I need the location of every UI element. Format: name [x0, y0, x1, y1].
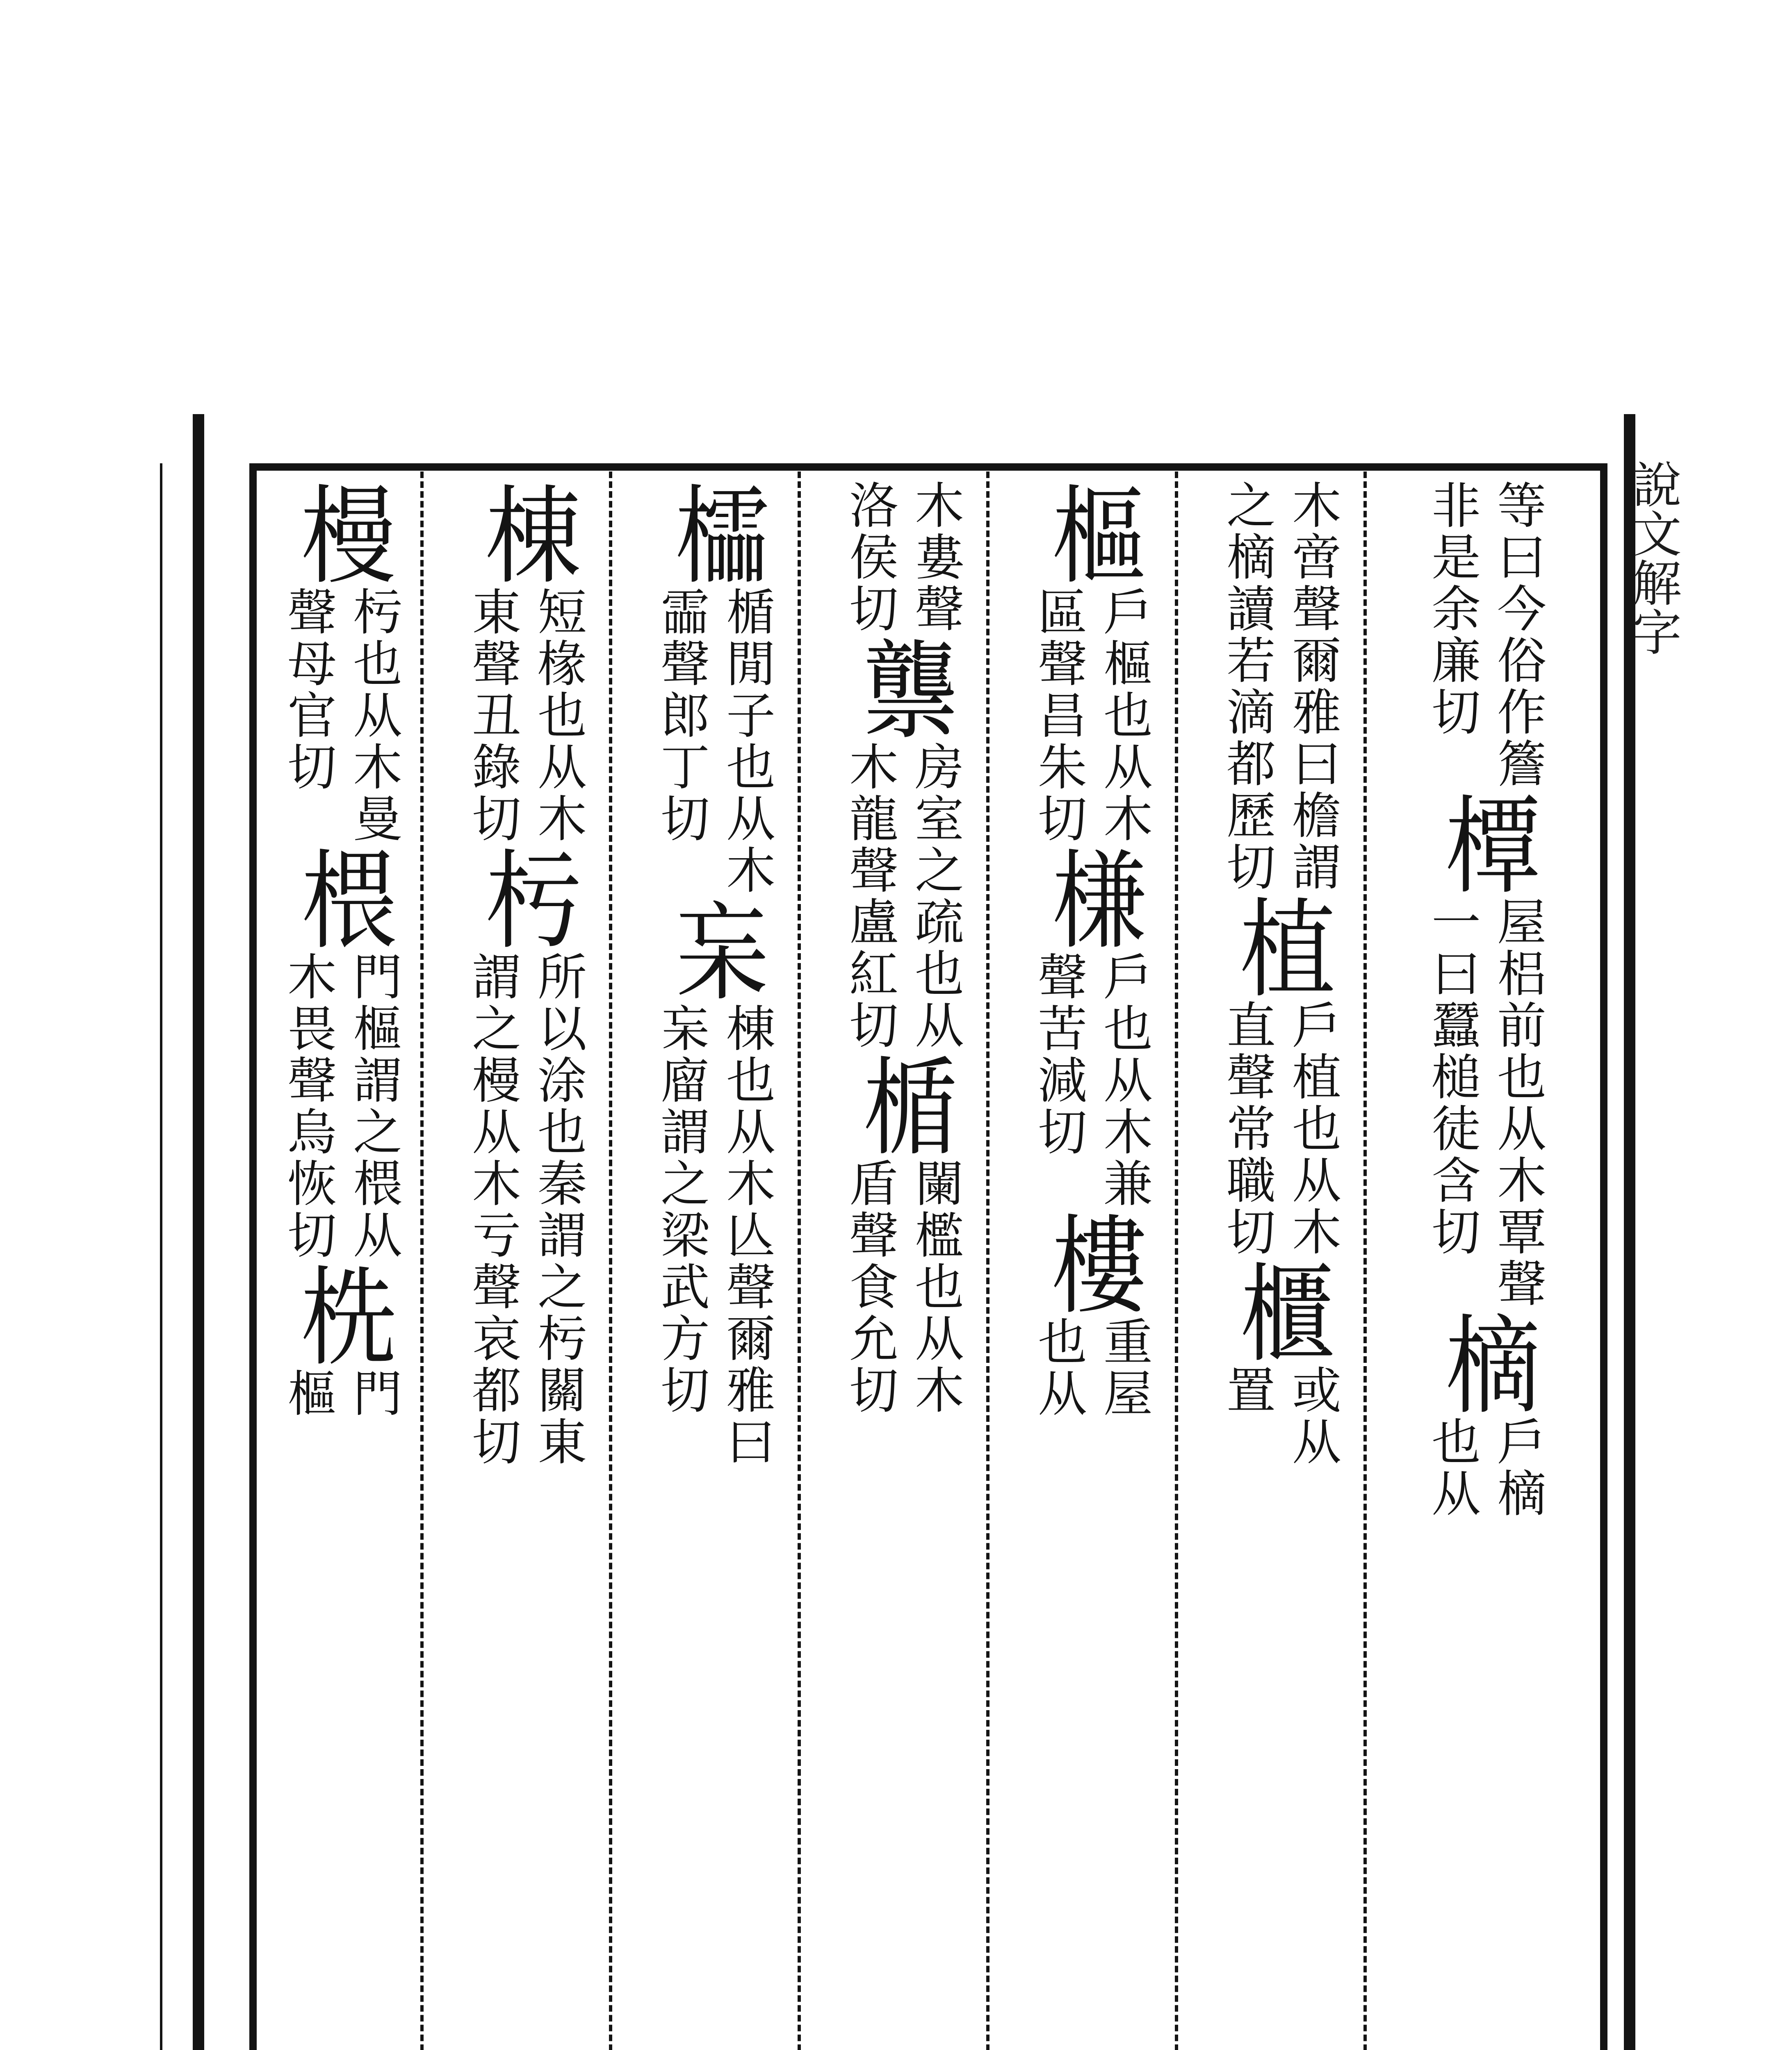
- gloss-block: [1421, 480, 1548, 790]
- gloss-line: 戶植也从木: [1284, 1000, 1341, 1258]
- gloss-line: 木啻聲爾雅曰檐謂: [1284, 480, 1341, 893]
- seal-character: 楯: [846, 1051, 958, 1158]
- gloss-line: 重屋: [1095, 1316, 1152, 1419]
- gloss-line: 戶樀: [1489, 1416, 1546, 1519]
- seal-character: 椳: [285, 845, 396, 951]
- gloss-line: 棟也从木亾聲爾雅曰: [718, 1003, 775, 1468]
- seal-character: 櫃: [1224, 1258, 1335, 1364]
- gloss-line: 霝聲郎丁切: [652, 586, 709, 845]
- gloss-line: 屋梠前也从木覃聲: [1489, 896, 1546, 1310]
- gloss-block: [839, 741, 966, 1051]
- gloss-line: 戶也从木兼: [1095, 951, 1152, 1210]
- gloss-line: 謂之槾从木亏聲哀都切: [464, 951, 521, 1468]
- left-margin-strip: [160, 463, 202, 2050]
- gloss-line: 東聲丑錄切: [464, 586, 521, 845]
- seal-character: 樀: [1429, 1310, 1540, 1416]
- seal-character: 㭠: [285, 1261, 396, 1368]
- seal-character: 樞: [1035, 480, 1147, 586]
- gloss-line: 區聲昌朱切: [1030, 586, 1087, 845]
- gloss-line: 盾聲食允切: [841, 1158, 898, 1416]
- seal-character: 樓: [1035, 1210, 1147, 1316]
- gloss-line: 杇也从木曼: [345, 586, 402, 845]
- seal-character: 杇: [469, 845, 581, 951]
- gloss-block: [277, 1368, 404, 1419]
- text-column-6: [435, 480, 615, 2050]
- text-column-7: [258, 480, 422, 2050]
- gloss-line: 短椽也从木: [529, 586, 586, 845]
- margin-label: 說文解字: [1624, 459, 1681, 656]
- gloss-line: 非是余廉切: [1423, 480, 1480, 738]
- gloss-line: 木婁聲: [907, 480, 964, 635]
- gloss-block: [1027, 1316, 1154, 1419]
- gloss-line: 或从: [1284, 1364, 1341, 1468]
- gloss-block: [277, 951, 404, 1261]
- gloss-block: [1027, 586, 1154, 845]
- gloss-line: 闌檻也从木: [907, 1158, 964, 1416]
- gloss-line: 置: [1218, 1364, 1275, 1416]
- gloss-line: 一曰蠶槌徒含切: [1423, 896, 1480, 1258]
- gloss-line: 楯閒子也从木: [718, 586, 775, 896]
- text-column-2: [1189, 480, 1370, 2050]
- gloss-line: 門: [345, 1368, 402, 1419]
- gloss-line: 等曰今俗作簷: [1489, 480, 1546, 790]
- gloss-block: [1421, 1416, 1548, 1519]
- gloss-line: 也从: [1030, 1316, 1087, 1419]
- gloss-block: [839, 480, 966, 635]
- gloss-block: [839, 1158, 966, 1416]
- gloss-line: 之樀讀若滴都歷切: [1218, 480, 1275, 893]
- seal-character: 橝: [1429, 790, 1540, 896]
- seal-character: 槏: [1035, 845, 1147, 951]
- gloss-block: [650, 1003, 777, 1468]
- gloss-block: [461, 586, 588, 845]
- gloss-line: 樞: [279, 1368, 336, 1419]
- gloss-line: 所以涂也秦謂之杇關東: [529, 951, 586, 1468]
- gloss-line: 也从: [1423, 1416, 1480, 1519]
- seal-character: 棟: [469, 480, 581, 586]
- gloss-block: [1216, 480, 1343, 893]
- gloss-line: 房室之疏也从: [907, 741, 964, 1051]
- gloss-block: [277, 586, 404, 845]
- gloss-line: 木龍聲盧紅切: [841, 741, 898, 1051]
- gloss-line: 門樞謂之椳从: [345, 951, 402, 1261]
- gloss-line: 聲苦減切: [1030, 951, 1087, 1158]
- gloss-block: [1027, 951, 1154, 1210]
- seal-character: 龒: [846, 635, 958, 741]
- gloss-block: [1216, 1364, 1343, 1468]
- text-column-4: [812, 480, 992, 2050]
- text-column-1: [1386, 480, 1583, 2050]
- gloss-block: [461, 951, 588, 1468]
- gloss-block: [1421, 896, 1548, 1310]
- text-column-3: [1001, 480, 1181, 2050]
- seal-character: 杗: [658, 896, 769, 1003]
- gloss-block: [1216, 1000, 1343, 1258]
- seal-character: 櫺: [658, 480, 769, 586]
- gloss-line: 木畏聲烏恢切: [279, 951, 336, 1261]
- text-column-5: [623, 480, 804, 2050]
- gloss-line: 直聲常職切: [1218, 1000, 1275, 1258]
- seal-character: 槾: [285, 480, 396, 586]
- gloss-line: 杗廇謂之梁武方切: [652, 1003, 709, 1416]
- gloss-line: 洛侯切: [841, 480, 898, 635]
- gloss-line: 戶樞也从木: [1095, 586, 1152, 845]
- gloss-block: [650, 586, 777, 896]
- gloss-line: 聲母官切: [279, 586, 336, 793]
- seal-character: 植: [1224, 893, 1335, 1000]
